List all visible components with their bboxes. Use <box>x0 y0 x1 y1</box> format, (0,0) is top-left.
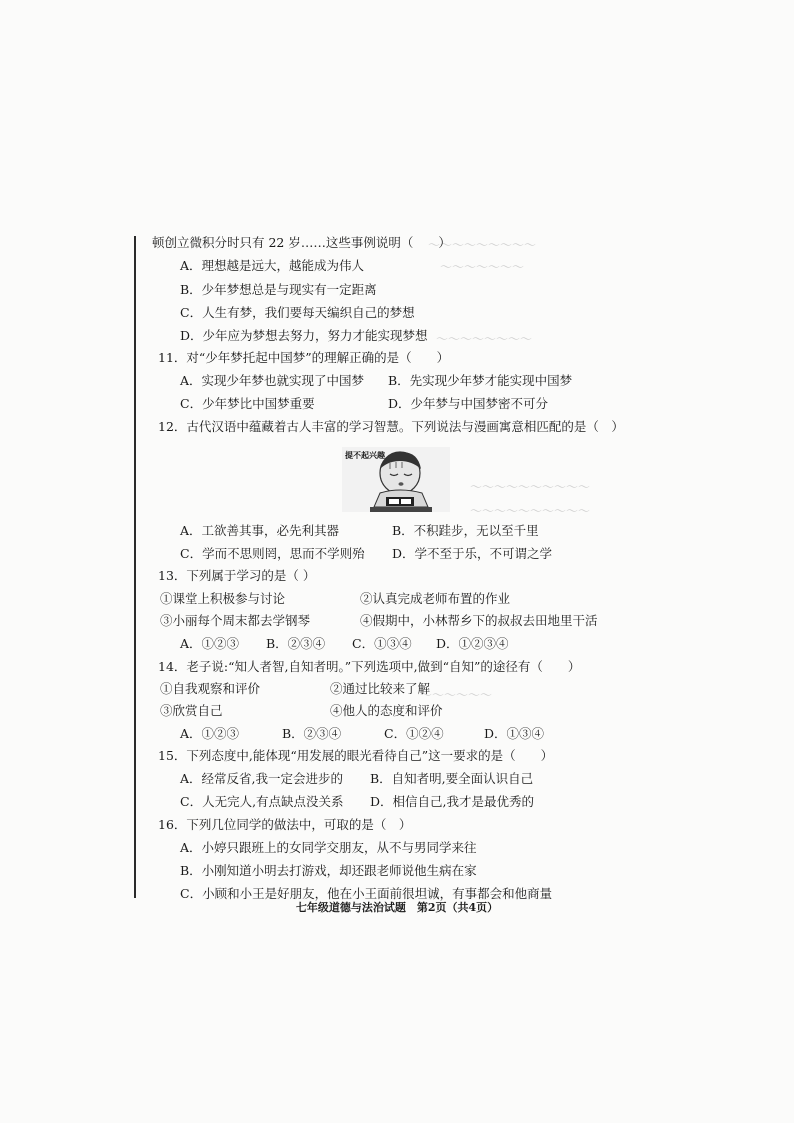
q15-option-a: A．经常反省,我一定会进步的 <box>180 771 344 786</box>
q14-option-d: D．①③④ <box>484 726 545 741</box>
bleed-through-text: ～～～～～～～～～～ <box>470 480 591 494</box>
q14-stem: 14．老子说:“知人者智,自知者明。”下列选项中,做到“自知”的途径有（ ） <box>158 659 581 674</box>
binding-margin-line <box>134 236 136 898</box>
q13-item-1: ①课堂上积极参与讨论 <box>160 591 286 606</box>
q13-option-d: D．①②③④ <box>436 636 509 651</box>
q14-item-1: ①自我观察和评价 <box>160 681 261 696</box>
q14-option-a: A．①②③ <box>180 726 240 741</box>
q10-option-d: D．少年应为梦想去努力，努力才能实现梦想 <box>180 328 428 343</box>
page-footer: 七年级道德与法治试题 第2页（共4页） <box>295 901 499 914</box>
q13-option-b: B．②③④ <box>266 636 326 651</box>
q14-option-b: B．②③④ <box>282 726 342 741</box>
cartoon-caption: 提不起兴趣 <box>345 451 385 460</box>
q10-option-b: B．少年梦想总是与现实有一定距离 <box>180 282 377 297</box>
cartoon-illustration <box>342 447 450 512</box>
bleed-through-text: ～～～～～～ <box>420 688 493 702</box>
q11-stem: 11．对“少年梦托起中国梦”的理解正确的是（ ） <box>158 350 450 365</box>
q13-item-4: ④假期中，小林帮乡下的叔叔去田地里干活 <box>360 613 598 628</box>
q11-option-a: A．实现少年梦也就实现了中国梦 <box>180 373 365 388</box>
q15-option-d: D．相信自己,我才是最优秀的 <box>370 794 534 809</box>
q13-option-c: C．①③④ <box>352 636 412 651</box>
q10-stem-continuation: 顿创立微积分时只有 22 岁……这些事例说明（ ） <box>152 235 451 250</box>
q13-item-2: ②认真完成老师布置的作业 <box>360 591 511 606</box>
q15-option-c: C．人无完人,有点缺点没关系 <box>180 794 344 809</box>
q12-option-d: D．学不至于乐，不可谓之学 <box>392 546 553 561</box>
q10-option-a: A．理想越是远大，越能成为伟人 <box>180 258 365 273</box>
q16-option-b: B．小刚知道小明去打游戏，却还跟老师说他生病在家 <box>180 863 477 878</box>
q13-option-a: A．①②③ <box>180 636 240 651</box>
q14-option-c: C．①②④ <box>384 726 444 741</box>
q12-stem: 12．古代汉语中蕴藏着古人丰富的学习智慧。下列说法与漫画寓意相匹配的是（ ） <box>158 419 624 434</box>
q16-option-c: C．小顾和小王是好朋友，他在小王面前很坦诚，有事都会和他商量 <box>180 886 553 901</box>
q11-option-d: D．少年梦与中国梦密不可分 <box>388 396 549 411</box>
bleed-through-text: ～～～～～～～～ <box>436 332 533 346</box>
bleed-through-text: ～～～～～～～ <box>440 260 525 274</box>
q12-option-c: C．学而不思则罔，思而不学则殆 <box>180 546 365 561</box>
q14-item-2: ②通过比较来了解 <box>330 681 431 696</box>
q12-option-b: B．不积跬步，无以至千里 <box>392 523 539 538</box>
q12-option-a: A．工欲善其事，必先利其器 <box>180 523 340 538</box>
bleed-through-text: ～～～～～～～～～ <box>428 238 537 252</box>
q14-item-4: ④他人的态度和评价 <box>330 703 443 718</box>
q15-option-b: B．自知者明,要全面认识自己 <box>370 771 534 786</box>
q11-option-c: C．少年梦比中国梦重要 <box>180 396 315 411</box>
q14-item-3: ③欣赏自己 <box>160 703 223 718</box>
q16-option-a: A．小婷只跟班上的女同学交朋友，从不与男同学来往 <box>180 840 477 855</box>
q11-option-b: B．先实现少年梦才能实现中国梦 <box>388 373 573 388</box>
q13-item-3: ③小丽每个周末都去学钢琴 <box>160 613 311 628</box>
q10-option-c: C．人生有梦，我们要每天编织自己的梦想 <box>180 305 415 320</box>
q15-stem: 15．下列态度中,能体现“用发展的眼光看待自己”这一要求的是（ ） <box>158 748 554 763</box>
q13-stem: 13．下列属于学习的是（ ） <box>158 568 316 583</box>
bleed-through-text: ～～～～～～～～～～ <box>470 504 591 518</box>
q16-stem: 16．下列几位同学的做法中，可取的是（ ） <box>158 817 412 832</box>
